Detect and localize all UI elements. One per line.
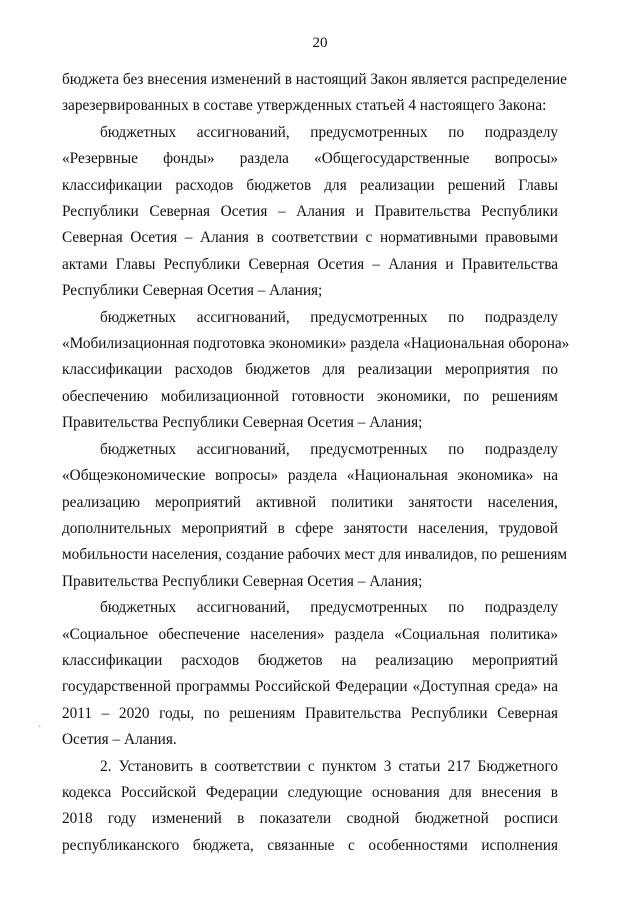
text-line: бюджета без внесения изменений в настоящий Закон является распределение (62, 71, 567, 88)
text-line: реализацию мероприятий активной политики занятости населения, (62, 493, 558, 511)
text-line: бюджетных ассигнований, предусмотренных по подразделу (100, 599, 558, 617)
text-line: мобильности населения, создание рабочих мест для инвалидов, по решениям (62, 546, 568, 564)
text-line: дополнительных мероприятий в сфере занятости населения, трудовой (62, 519, 558, 537)
text-line: Правительства Республики Северная Осетия – Алания; (62, 572, 423, 590)
text-line: бюджетных ассигнований, предусмотренных по подразделу (100, 440, 558, 458)
text-line: Осетия – Алания. (62, 731, 177, 749)
text-line: классификации расходов бюджетов для реализации мероприятия по (62, 361, 558, 379)
paragraph (62, 754, 558, 860)
text-line: «Резервные фонды» раздела «Общегосударственные вопросы» (62, 150, 558, 168)
paragraph (62, 120, 558, 305)
text-line: 2. Установить в соответствии с пунктом 3 статьи 217 Бюджетного (100, 757, 558, 775)
text-line: Северная Осетия – Алания в соответствии с нормативными правовыми (62, 229, 558, 247)
text-line: обеспечению мобилизационной готовности экономики, по решениям (62, 387, 558, 405)
text-line: бюджетных ассигнований, предусмотренных по подразделу (100, 123, 558, 141)
text-line: бюджетных ассигнований, предусмотренных по подразделу (100, 308, 558, 326)
paragraph (62, 305, 570, 437)
text-line: 2011 – 2020 годы, по решениям Правительства Республики Северная (62, 704, 558, 722)
paragraph (62, 437, 568, 595)
text-line: кодекса Российской Федерации следующие основания для внесения в (62, 783, 558, 801)
text-line: «Общеэкономические вопросы» раздела «Национальная экономика» на (62, 467, 558, 485)
paragraph (62, 67, 567, 120)
text-line: Правительства Республики Северная Осетия – Алания; (62, 414, 423, 432)
text-line: классификации расходов бюджетов для реализации решений Главы (62, 176, 558, 194)
text-line: республиканского бюджета, связанные с особенностями исполнения (62, 836, 558, 854)
text-line: государственной программы Российской Федерации «Доступная среда» на (62, 678, 558, 696)
text-line: Республики Северная Осетия – Алания; (62, 282, 323, 300)
document-body (62, 67, 570, 859)
paragraph (62, 595, 558, 753)
text-line: зарезервированных в составе утвержденных статьей 4 настоящего Закона: (62, 97, 547, 115)
text-line: «Мобилизационная подготовка экономики» раздела «Национальная оборона» (62, 335, 570, 353)
text-line: актами Главы Республики Северная Осетия – Алания и Правительства (62, 255, 558, 273)
text-line: 2018 году изменений в показатели сводной бюджетной росписи (62, 810, 558, 828)
text-line: «Социальное обеспечение населения» раздела «Социальная политика» (62, 625, 558, 643)
text-line: Республики Северная Осетия – Алания и Правительства Республики (62, 203, 558, 221)
text-line: классификации расходов бюджетов на реализацию мероприятий (62, 651, 558, 669)
page-number: 20 (312, 35, 328, 51)
margin-mark: · (38, 722, 42, 733)
